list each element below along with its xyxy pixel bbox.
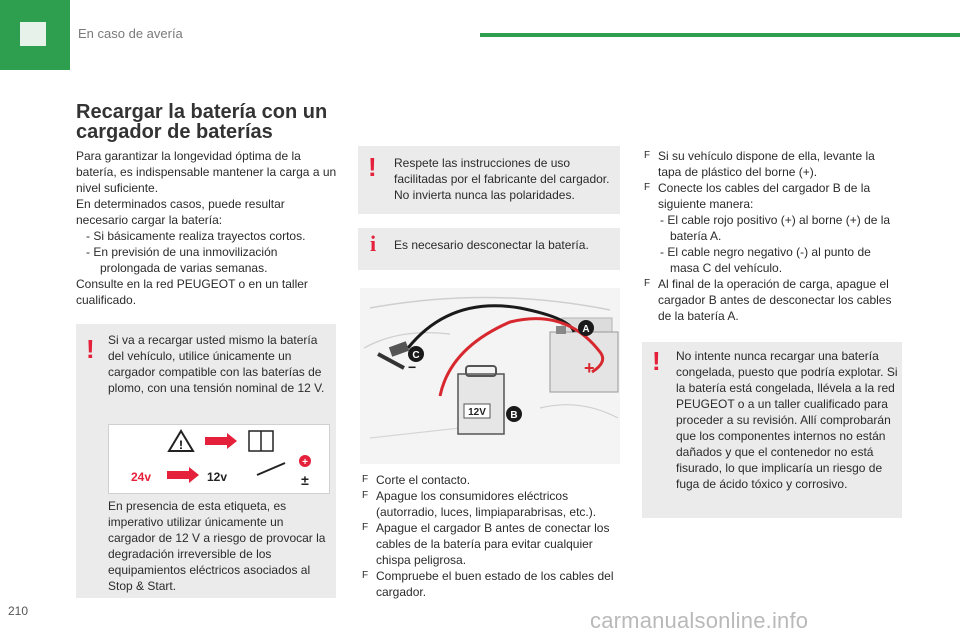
diagram-label-c: C <box>412 350 420 361</box>
voltage-label-graphic <box>109 425 329 493</box>
section-tab-inner <box>20 22 46 46</box>
warning-icon: ! <box>86 334 95 364</box>
page-title: Recargar la batería con un cargador de baterías <box>76 101 328 143</box>
steps-right <box>644 148 900 324</box>
intro-p1: Para garantizar la longevidad óptima de la batería, es indispensable mantener la carga a un nivel suficiente. <box>76 149 337 195</box>
intro-text <box>76 148 338 308</box>
svg-text:−: − <box>408 359 417 375</box>
warning-charger-text: Si va a recargar usted mismo la batería del vehículo, utilice únicamente un cargador compatible con las baterías de plomo, con una tensión nominal de 12 V. <box>108 333 325 395</box>
list-item: F Conecte los cables del cargador B de la siguiente manera: <box>644 181 871 211</box>
steps-middle <box>362 472 614 600</box>
warning-frozen-text: No intente nunca recargar una batería congelada, puesto que podría explotar. Si la batería está congelada, llévela a la red PEUGEOT o a un taller cualificado para proceder a su revisión. Allí comprobarán que los componentes internos no están dañados y que el contenedor no está fisurado, lo que implicaría un riesgo de fuga de ácido tóxico y corrosivo. <box>676 349 898 491</box>
warning-icon: ! <box>368 152 377 182</box>
warning-stopstart-text: En presencia de esta etiqueta, es imperativo utilizar únicamente un cargador de 12 V a riesgo de provocar la degradación irreversible de los equipamientos eléctricos asociados al Stop & Start. <box>108 499 326 593</box>
intro-p2: En determinados casos, puede resultar necesario cargar la batería: <box>76 197 285 227</box>
list-item: F Apague los consumidores eléctricos (autorradio, luces, limpiaparabrisas, etc.). <box>362 489 597 519</box>
battery-charging-diagram <box>360 288 620 464</box>
svg-text:+: + <box>584 358 595 378</box>
list-item: F Compruebe el buen estado de los cables del cargador. <box>362 569 614 599</box>
list-subitem: - El cable negro negativo (-) al punto de masa C del vehículo. <box>660 245 871 275</box>
list-item: F Apague el cargador B antes de conectar los cables de la batería para evitar cualquier chispa peligrosa. <box>362 521 610 567</box>
info-icon: i <box>370 231 377 256</box>
header-rule <box>480 33 960 37</box>
warning-icon: ! <box>652 346 661 376</box>
section-label: En caso de avería <box>78 26 183 41</box>
warning-instructions-text: Respete las instrucciones de uso facilitadas por el fabricante del cargador. No invierta nunca las polaridades. <box>394 156 610 202</box>
info-disconnect-text: Es necesario desconectar la batería. <box>394 238 589 252</box>
diagram-label-12v: 12V <box>468 407 486 418</box>
label-24v: 24v <box>131 470 152 484</box>
diagram-label-b: B <box>510 410 518 421</box>
list-item: F Si su vehículo dispone de ella, levante la tapa de plástico del borne (+). <box>644 149 875 179</box>
voltage-label-image <box>108 424 330 494</box>
svg-text:±: ± <box>301 472 309 488</box>
watermark: carmanualsonline.info <box>590 608 809 633</box>
intro-p3: Consulte en la red PEUGEOT o en un taller cualificado. <box>76 277 308 307</box>
label-12v: 12v <box>207 470 228 484</box>
list-item: F Al final de la operación de carga, apague el cargador B antes de desconectar los cables de la batería A. <box>644 277 892 323</box>
diagram-label-a: A <box>582 324 590 335</box>
svg-text:!: ! <box>179 438 183 452</box>
section-tab <box>0 0 70 70</box>
list-item: F Corte el contacto. <box>362 473 471 487</box>
list-subitem: - El cable rojo positivo (+) al borne (+) de la batería A. <box>660 213 891 243</box>
battery-diagram-graphic <box>360 288 620 464</box>
svg-text:+: + <box>302 457 308 468</box>
intro-item2: - En previsión de una inmovilización prolongada de varias semanas. <box>86 245 278 275</box>
page-number: 210 <box>8 604 29 618</box>
intro-item1: - Si básicamente realiza trayectos cortos. <box>86 229 306 243</box>
